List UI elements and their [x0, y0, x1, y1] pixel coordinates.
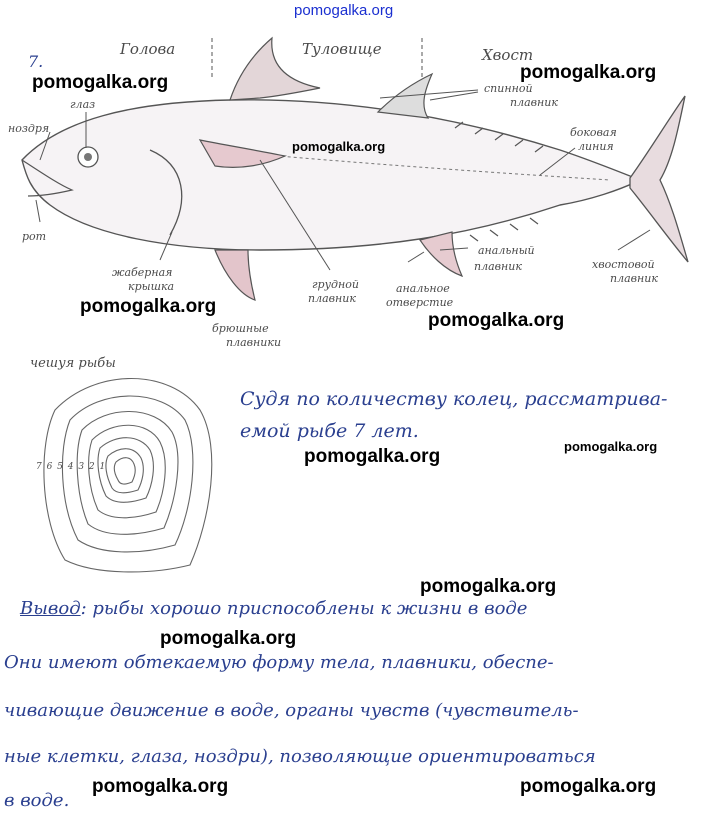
label-anal-opening-1: анальное [396, 282, 450, 295]
conclusion-line-1-text: : рыбы хорошо приспособлены к жизни в воде [80, 598, 528, 619]
watermark: pomogalka.org [428, 310, 565, 331]
conclusion-line-4: ные клетки, глаза, ноздри), позволяющие ориентироваться [4, 746, 596, 767]
label-pelvic-2: плавники [226, 336, 282, 349]
label-dorsal-1: спинной [484, 82, 533, 95]
task-number: 7. [28, 52, 44, 71]
label-gill-cover-2: крышка [128, 280, 175, 293]
pelvic-fin [215, 250, 255, 300]
label-pelvic-1: брюшные [212, 322, 269, 335]
watermark: pomogalka.org [520, 776, 657, 797]
label-nostril: ноздря [8, 122, 50, 135]
watermark: pomogalka.org [80, 296, 217, 317]
watermark: pomogalka.org [160, 628, 297, 649]
section-body-label: Туловище [302, 40, 382, 58]
watermark: pomogalka.org [292, 139, 386, 154]
label-dorsal-2: плавник [510, 96, 558, 109]
conclusion-line-5: в воде. [4, 790, 70, 811]
age-note-line-2: емой рыбе 7 лет. [240, 420, 419, 442]
watermark: pomogalka.org [420, 576, 557, 597]
label-mouth: рот [22, 230, 47, 243]
conclusion-heading: Вывод [20, 598, 81, 619]
label-anal-opening-2: отверстие [386, 296, 454, 309]
label-gill-cover-1: жаберная [112, 266, 173, 279]
watermark: pomogalka.org [304, 446, 441, 467]
watermark: pomogalka.org [32, 72, 169, 93]
label-caudal-1: хвостовой [592, 258, 655, 271]
fish-body [22, 100, 640, 250]
watermark: pomogalka.org [520, 62, 657, 83]
conclusion-line-2: Они имеют обтекаемую форму тела, плавники, обеспе- [4, 652, 554, 673]
site-link[interactable]: pomogalka.org [294, 2, 394, 19]
section-tail-label: Хвост [482, 46, 534, 64]
anal-fin [420, 232, 462, 276]
scale-ring-numbers: 7 6 5 4 3 2 1 [36, 462, 107, 472]
label-lateral-2: линия [578, 140, 614, 153]
label-pectoral-2: плавник [308, 292, 356, 305]
label-anal-fin-1: анальный [478, 244, 535, 257]
conclusion-line-3: чивающие движение в воде, органы чувств (чувствитель- [4, 700, 579, 721]
label-pectoral-1: грудной [312, 278, 359, 291]
scale-drawing [44, 379, 212, 572]
conclusion-line-1 [20, 598, 527, 619]
watermark: pomogalka.org [92, 776, 229, 797]
section-head-label: Голова [120, 40, 176, 58]
label-lateral-1: боковая [570, 126, 617, 139]
label-anal-fin-2: плавник [474, 260, 522, 273]
watermark: pomogalka.org [564, 439, 658, 454]
age-note-line-1: Судя по количеству колец, рассматрива- [240, 388, 668, 410]
label-eye: глаз [70, 98, 96, 111]
label-caudal-2: плавник [610, 272, 658, 285]
scale-title: чешуя рыбы [30, 356, 116, 371]
